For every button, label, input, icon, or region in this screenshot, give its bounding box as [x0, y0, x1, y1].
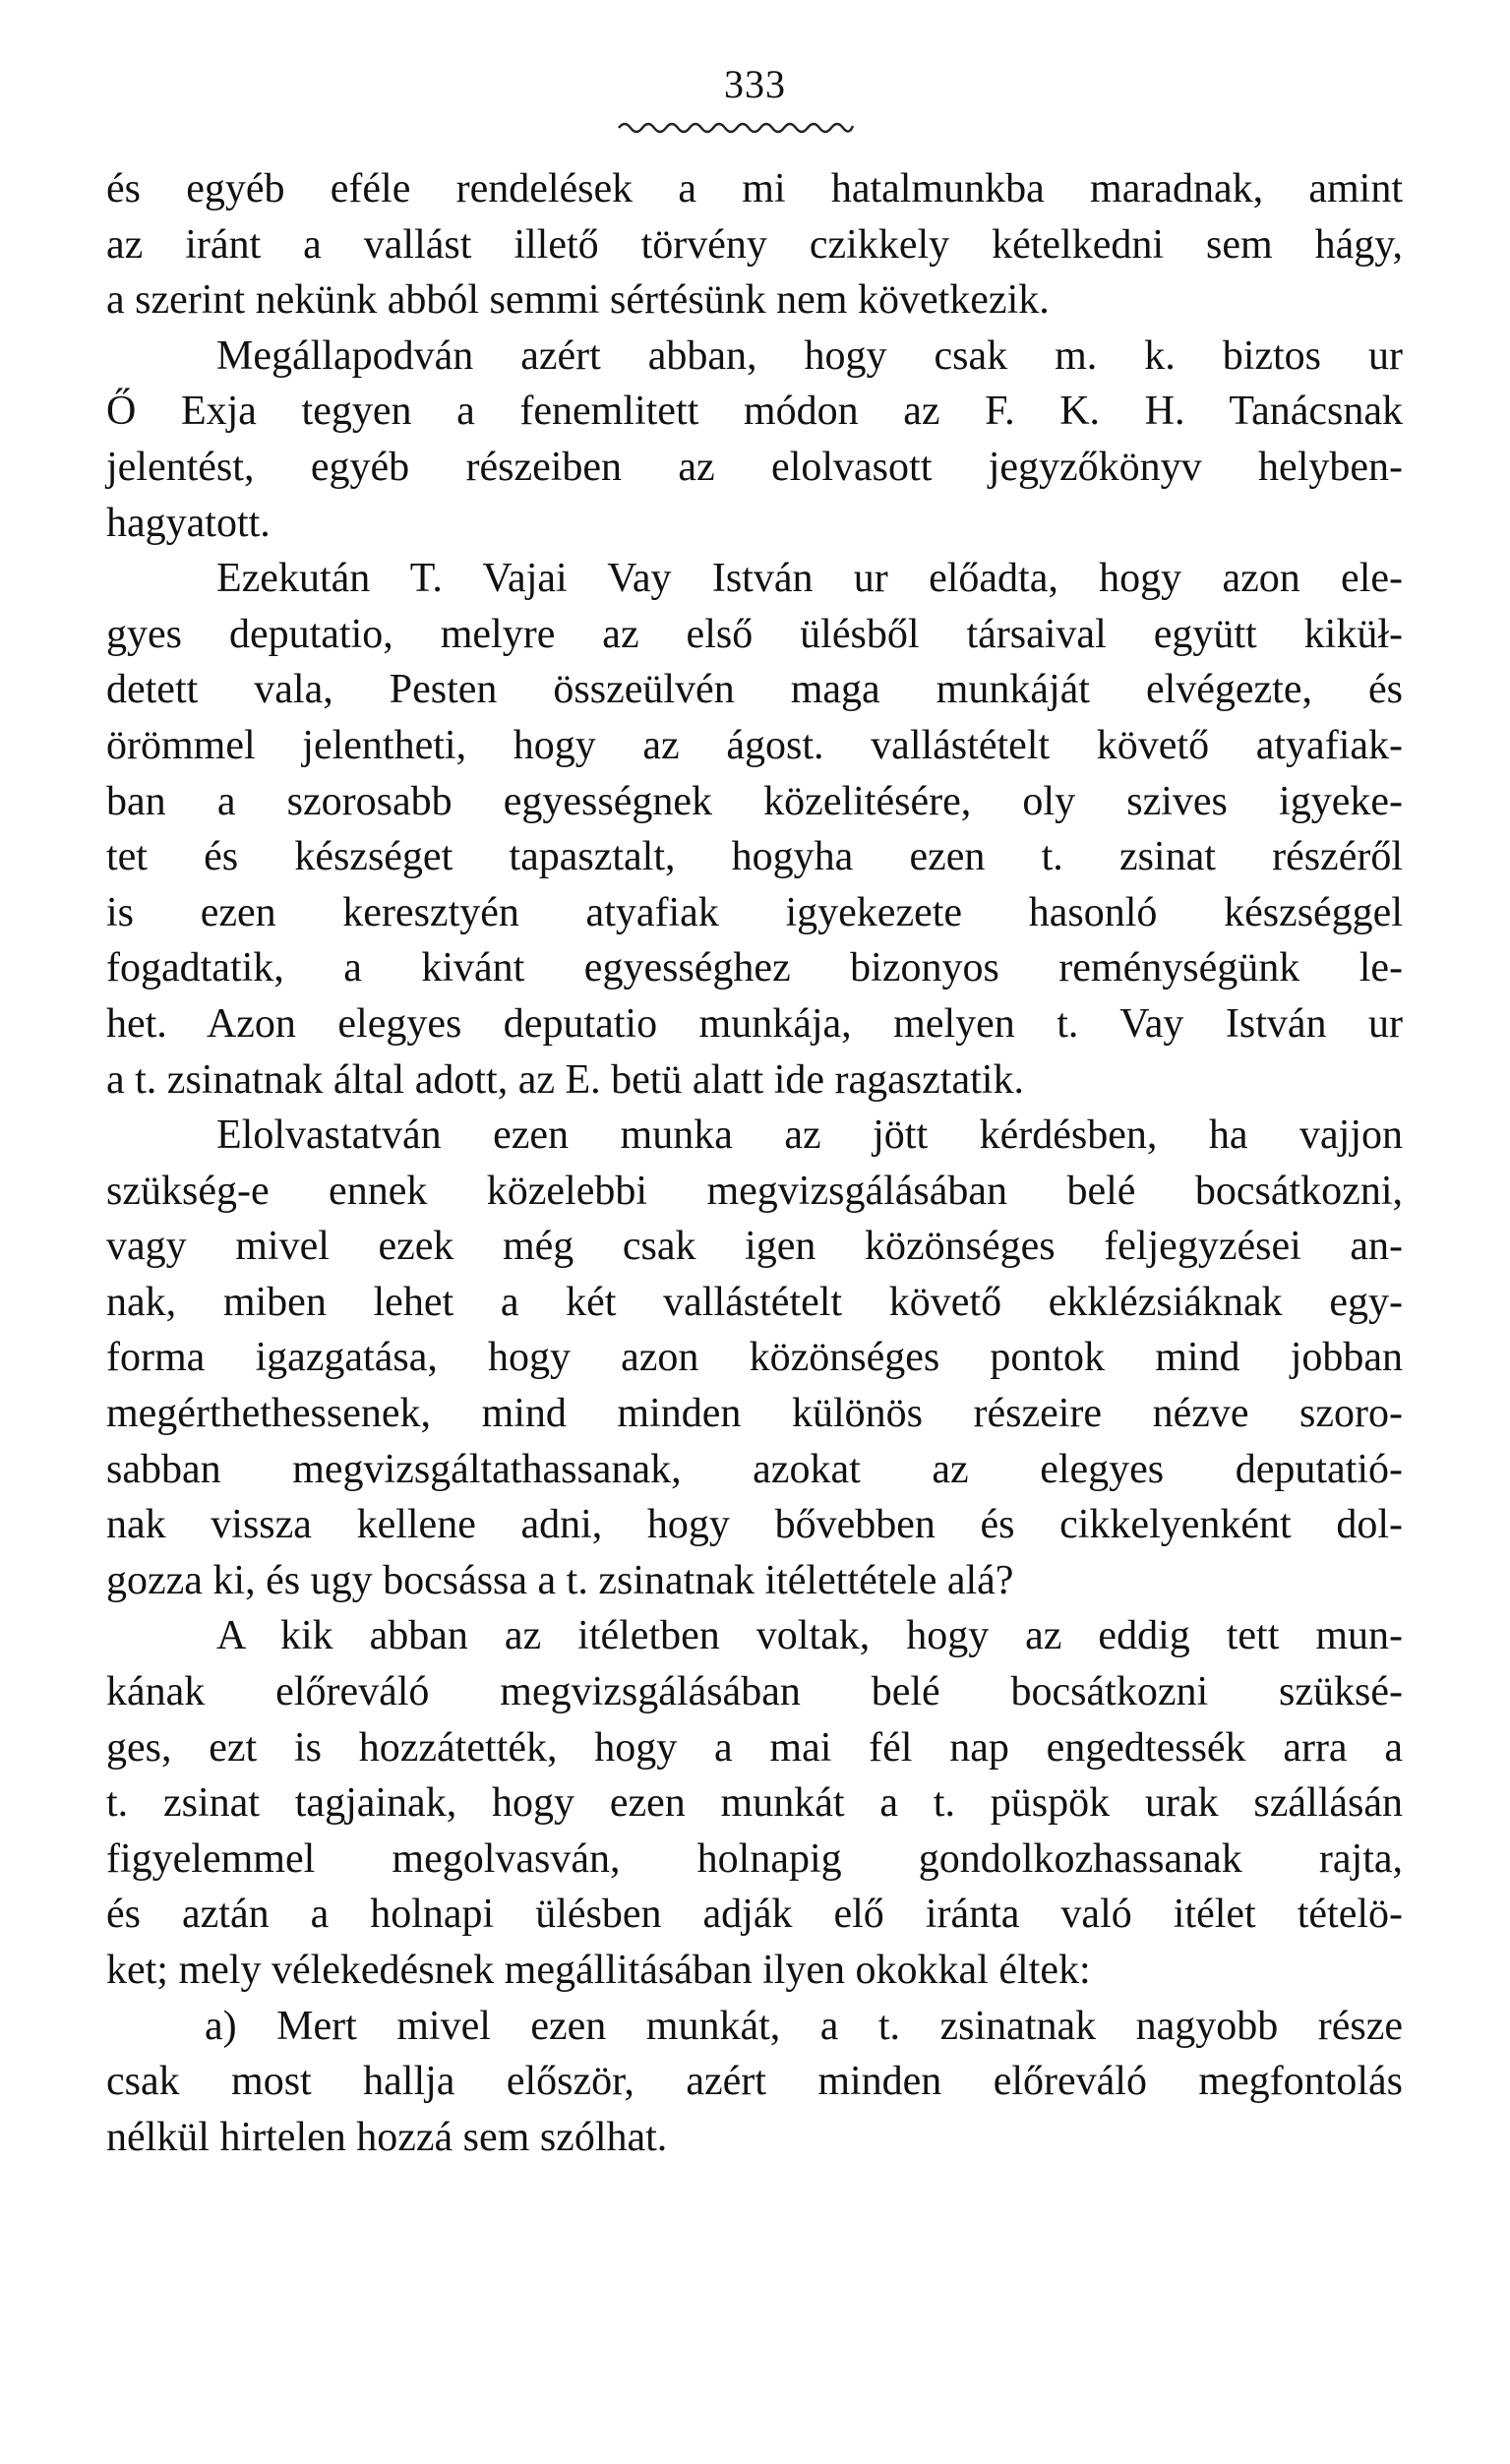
text-line: tet és készséget tapasztalt, hogyha ezen t. zsinat részéről — [106, 834, 1403, 880]
text-line: Ezekután T. Vajai Vay István ur előadta, hogy azon ele- — [216, 556, 1403, 602]
text-line: a t. zsinatnak által adott, az E. betü alatt ide ragasztatik. — [106, 1056, 1024, 1103]
text-line: vagy mivel ezek még csak igen közönséges feljegyzései an- — [106, 1224, 1403, 1270]
text-line: hagyatott. — [106, 500, 271, 546]
text-line: ket; mely vélekedésnek megállitásában ilyen okokkal éltek: — [106, 1948, 1091, 1993]
text-line: jelentést, egyéb részeiben az elolvasott jegyzőkönyv helyben- — [106, 444, 1403, 490]
text-line: Elolvastatván ezen munka az jött kérdésben, ha vajjon — [216, 1112, 1403, 1159]
paragraph — [106, 551, 1403, 1108]
paragraph — [106, 1108, 1403, 1608]
text-line: Megállapodván azért abban, hogy csak m. k. biztos ur — [216, 332, 1403, 379]
text-line: szükség-e ennek közelebbi megvizsgálásában belé bocsátkozni, — [106, 1168, 1403, 1214]
body-text — [106, 161, 1403, 2165]
page-number: 333 — [724, 62, 786, 106]
text-line: is ezen keresztyén atyafiak igyekezete hasonló készséggel — [106, 889, 1403, 935]
text-line: nélkül hirtelen hozzá sem szólhat. — [106, 2114, 668, 2160]
decorative-wavy-rule — [617, 116, 855, 136]
text-line: nak vissza kellene adni, hogy bővebben és cikkelyenként dol- — [106, 1502, 1403, 1548]
text-line: gozza ki, és ugy bocsássa a t. zsinatnak itélettétele alá? — [106, 1557, 1014, 1603]
text-line: fogadtatik, a kivánt egyességhez bizonyos reménységünk le- — [106, 945, 1403, 992]
text-line: gyes deputatio, melyre az első ülésből társaival együtt kiküł- — [106, 611, 1403, 657]
text-line: t. zsinat tagjainak, hogy ezen munkát a t. püspök urak szállásán — [106, 1780, 1403, 1827]
text-line: A kik abban az itéletben voltak, hogy az eddig tett mun- — [216, 1613, 1403, 1659]
text-line: örömmel jelentheti, hogy az ágost. vallástételt követő atyafiak- — [106, 722, 1403, 768]
paragraph — [106, 161, 1403, 329]
paragraph — [106, 1999, 1403, 2166]
text-line: csak most hallja először, azért minden előreváló megfontolás — [106, 2059, 1403, 2105]
text-line: az iránt a vallást illető törvény czikkely kételkedni sem hágy, — [106, 221, 1403, 268]
text-line: ban a szorosabb egyességnek közelitésére, oly szives igyeke- — [106, 778, 1403, 824]
text-line: Ő Exja tegyen a fenemlitett módon az F. K. H. Tanácsnak — [106, 389, 1403, 435]
text-line: ges, ezt is hozzátették, hogy a mai fél nap engedtessék arra a — [106, 1724, 1403, 1771]
text-line: megérthethessenek, mind minden különös részeire nézve szoro- — [106, 1391, 1403, 1437]
text-line: sabban megvizsgáltathassanak, azokat az elegyes deputatió- — [106, 1446, 1403, 1492]
text-line: detett vala, Pesten összeülvén maga munkáját elvégezte, és — [106, 667, 1403, 713]
text-line: het. Azon elegyes deputatio munkája, melyen t. Vay István ur — [106, 1000, 1403, 1047]
text-line: forma igazgatása, hogy azon közönséges pontok mind jobban — [106, 1335, 1403, 1381]
text-line: a szerint nekünk abból semmi sértésünk nem következik. — [106, 277, 1050, 324]
text-line: nak, miben lehet a két vallástételt követő ekklézsiáknak egy- — [106, 1279, 1403, 1325]
text-line: a) Mert mivel ezen munkát, a t. zsinatnak nagyobb része — [205, 2003, 1403, 2049]
text-line: figyelemmel megolvasván, holnapig gondolkozhassanak rajta, — [106, 1835, 1403, 1882]
paragraph — [106, 1608, 1403, 1998]
text-line: és egyéb eféle rendelések a mi hatalmunkba maradnak, amint — [106, 166, 1403, 211]
text-line: kának előreváló megvizsgálásában belé bocsátkozni szüksé- — [106, 1669, 1403, 1715]
paragraph — [106, 329, 1403, 551]
text-line: és aztán a holnapi ülésben adják elő iránta való itélet tételö- — [106, 1892, 1403, 1938]
